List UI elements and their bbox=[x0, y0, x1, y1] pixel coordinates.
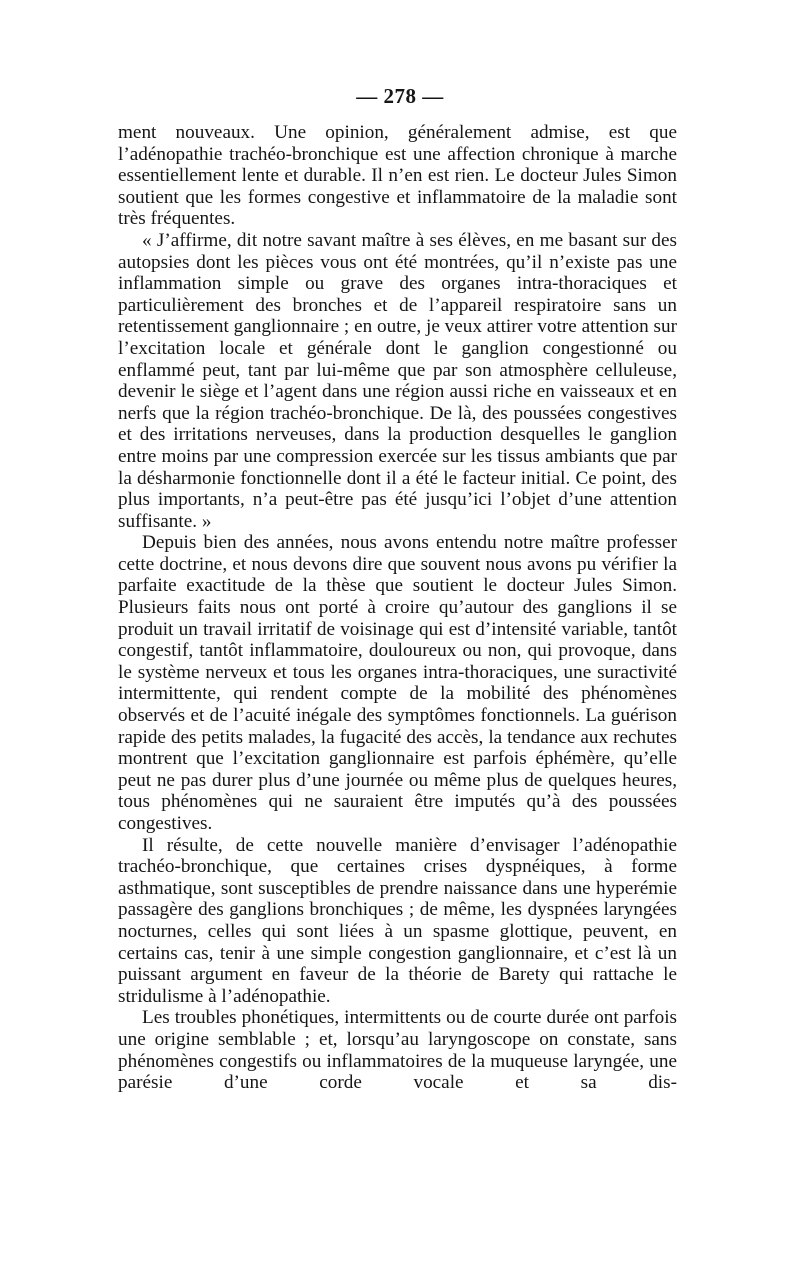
page-number: — 278 — bbox=[356, 84, 444, 108]
paragraph-dyspnees: Il résulte, de cette nouvelle manière d’envisager l’adénopathie trachéo-bronchique, que certaines crises dyspnéiques, à forme asthmatique, sont susceptibles de prendre naissance dans une hyperémie passagère des ganglions bronchiques ; de même, les dyspnées laryngées nocturnes, celles qui sont liées à un spasme glottique, peuvent, en certains cas, tenir à une simple congestion ganglionnaire, et c’est là un puissant argument en faveur de la théorie de Barety qui rattache le stridulisme à l’adénopathie. bbox=[118, 834, 677, 1007]
paragraph-troubles-phonetiques: Les troubles phonétiques, intermittents ou de courte durée ont parfois une origine semblable ; et, lorsqu’au laryngoscope on constate, sans phénomènes congestifs ou inflammatoires de la muqueuse laryngée, une parésie d’une corde vocale et sa dis- bbox=[118, 1007, 677, 1094]
paragraph-opening-continuation: ment nouveaux. Une opinion, généralement admise, est que l’adénopathie trachéo-bronchique est une affection chronique à marche essentiellement lente et durable. Il n’en est rien. Le docteur Jules Simon soutient que les formes congestive et inflammatoire de la maladie sont très fréquentes. bbox=[118, 122, 677, 230]
body-text bbox=[118, 122, 677, 1094]
paragraph-quotation: « J’affirme, dit notre savant maître à ses élèves, en me basant sur des autopsies dont les pièces vous ont été montrées, qu’il n’existe pas une inflammation simple ou grave des organes intra-thoraciques et particulièrement des bronches et de l’appareil respiratoire sans un retentissement ganglionnaire ; en outre, je veux attirer votre attention sur l’excitation locale et générale dont le ganglion congestionné ou enflammé peut, tant par lui-même que par son atmosphère celluleuse, devenir le siège et l’agent dans une région aussi riche en vaisseaux et en nerfs que la région trachéo-bronchique. De là, des poussées congestives et des irritations nerveuses, dans la production desquelles le ganglion entre moins par une compression exercée sur les tissus ambiants que par la désharmonie fonctionnelle dont il a été le facteur initial. Ce point, des plus importants, n’a peut-être pas été jusqu’ici l’objet d’une attention suffisante. » bbox=[118, 229, 677, 532]
paragraph-doctrine: Depuis bien des années, nous avons entendu notre maître professer cette doctrine, et nous devons dire que souvent nous avons pu vérifier la parfaite exactitude de la thèse que soutient le docteur Jules Simon. Plusieurs faits nous ont porté à croire qu’autour des ganglions il se produit un travail irritatif de voisinage qui est d’intensité variable, tantôt congestif, tantôt inflammatoire, douloureux ou non, qui provoque, dans le système nerveux et tous les organes intra-thoraciques, une suractivité intermittente, qui rendent compte de la mobilité des phénomènes observés et de l’acuité inégale des symptômes fonctionnels. La guérison rapide des petits malades, la fugacité des accès, la tendance aux rechutes montrent que l’excitation ganglionnaire est parfois éphémère, qu’elle peut ne pas durer plus d’une journée ou même plus de quelques heures, tous phénomènes qui ne sauraient être imputés qu’à des poussées congestives. bbox=[118, 532, 677, 834]
